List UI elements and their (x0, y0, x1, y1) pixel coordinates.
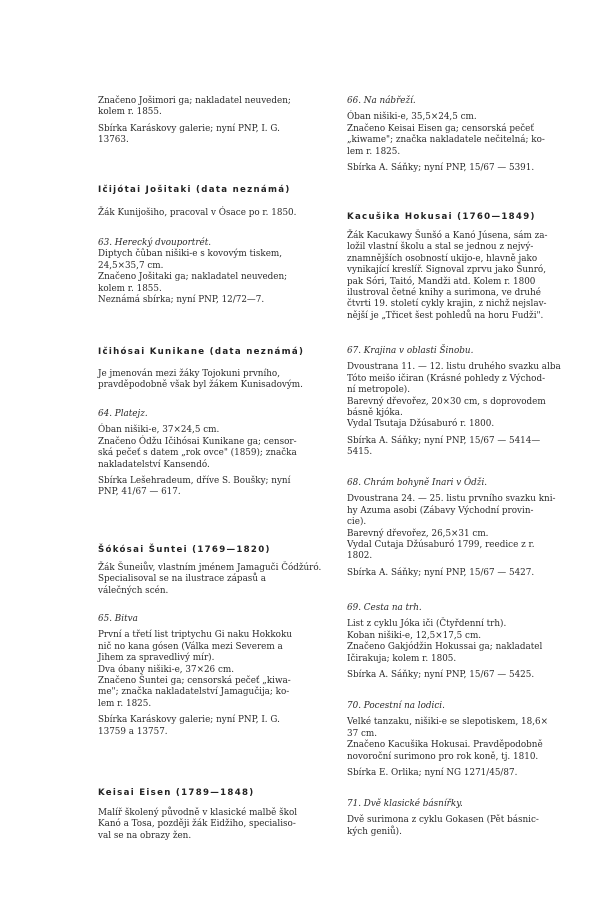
text-line: Sbírka E. Orlika; nyní NG 1271/45/87. (347, 768, 518, 779)
text-line: Sbírka A. Sáňky; nyní PNP, 15/67 — 5427. (347, 567, 535, 578)
text-line: Koban nišiki-e, 12,5×17,5 cm. (347, 630, 482, 641)
entry-title: 71. Dvě klasické básnířky. (347, 799, 463, 809)
text-line: hy Azuma asobi (Zábavy Východní provin- (347, 505, 534, 516)
text-line: nější je „Třicet šest pohledů na horu Fudži". (347, 310, 544, 321)
text-line: 13759 a 13757. (98, 726, 168, 737)
text-line: Značeno Kacušika Hokusai. Pravděpodobně (347, 740, 543, 751)
text-line: kolem r. 1855. (98, 107, 162, 118)
text-line: List z cyklu Jóka iči (Čtyřdenní trh). (347, 619, 507, 630)
text-line: pravděpodobně však byl žákem Kunisadovým. (98, 380, 303, 391)
entry-title: 70. Pocestní na lodici. (347, 701, 445, 711)
text-line: Žák Kacukawy Šunšó a Kanó Júsena, sám za- (347, 231, 548, 241)
text-line: Ičirakuja; kolem r. 1805. (347, 653, 457, 664)
artist-bio (98, 208, 334, 219)
text-line: ní metropole). (347, 385, 411, 396)
text-line: Kanó a Tosa, později žák Eidžiho, specialiso- (98, 819, 296, 830)
text-line: ložil vlastní školu a stal se jednou z nejvý- (347, 242, 534, 253)
text-line: Dvoustrana 24. — 25. listu prvního svazku kni- (347, 494, 556, 505)
entry-title: 65. Bitva (98, 614, 138, 624)
entry-68 (347, 478, 585, 579)
text-line: 37 cm. (347, 728, 378, 739)
text-line: kolem r. 1855. (98, 283, 162, 294)
entry-66 (347, 96, 585, 174)
entry-title: 66. Na nábřeží. (347, 96, 416, 106)
text-line: Barevný dřevořez, 20×30 cm, s doprovodem (347, 396, 546, 407)
text-line: Jihem za spravedlivý mír). (98, 653, 215, 664)
text-line: čtvrti 19. století cykly krajin, z nichž nejslav- (347, 299, 547, 310)
text-line: lem r. 1825. (98, 698, 152, 709)
entry-title: 69. Cesta na trh. (347, 603, 422, 613)
text-line: ilustroval četné knihy a surimona, ve druhé (347, 288, 541, 299)
entry-title: 67. Krajina v oblasti Šinobu. (347, 346, 474, 356)
text-line: Značeno Ódžu Ičihósai Kunikane ga; censor- (98, 436, 297, 447)
text-line: 24,5×35,7 cm. (98, 260, 164, 271)
entry-67 (347, 346, 585, 459)
text-line: 13763. (98, 135, 129, 146)
text-line: Dva óbany nišiki-e, 37×26 cm. (98, 664, 235, 675)
entry-62-continuation (98, 96, 334, 147)
entry-title: 68. Chrám bohyně Inari v Ódži. (347, 478, 488, 488)
text-line: Specialisoval se na ilustrace zápasů a (98, 574, 267, 585)
artist-heading-kacushika-hokusai: Kacušika Hokusai (1760—1849) (347, 212, 536, 222)
text-line: pak Sóri, Taitó, Mandži atd. Kolem r. 1800 (347, 276, 536, 287)
text-line: Óban nišiki-e, 37×24,5 cm. (98, 425, 220, 436)
text-line: básně kjóka. (347, 408, 403, 419)
text-line: Sbírka A. Sáňky; nyní PNP, 15/67 — 5425. (347, 670, 535, 681)
entry-71 (347, 799, 585, 838)
artist-bio (98, 808, 334, 842)
text-line: Značeno Jošimori ga; nakladatel neuveden; (98, 96, 291, 106)
text-line: Sbírka A. Sáňky; nyní PNP, 15/67 — 5414— (347, 435, 541, 446)
text-line: Vydal Tsutaja Džúsaburó r. 1800. (347, 419, 495, 430)
artist-heading-ichihosai-kunikane: Ičihósai Kunikane (data neznámá) (98, 347, 305, 357)
text-line: Malíř školený původně v klasické malbě škol (98, 808, 298, 818)
artist-heading-shokosai-shuntei: Šókósai Šuntei (1769—1820) (98, 545, 271, 555)
text-line: novoroční surimono pro rok koně, tj. 1810. (347, 751, 539, 762)
entry-69 (347, 603, 585, 681)
text-line: Sbírka Karáskovy galerie; nyní PNP, I. G. (98, 715, 280, 726)
entry-title: 63. Herecký dvouportrét. (98, 238, 212, 248)
text-line: Žák Kunijošiho, pracoval v Ósace po r. 1850. (98, 208, 297, 218)
text-line: Značeno Gakjódžin Hokussai ga; nakladatel (347, 642, 543, 653)
text-line: znamnějších osobností ukijo-e, hlavně jako (347, 253, 538, 264)
text-line: Barevný dřevořez, 26,5×31 cm. (347, 528, 489, 539)
text-line: Sbírka A. Sáňky; nyní PNP, 15/67 — 5391. (347, 163, 535, 174)
entry-64 (98, 409, 334, 499)
entry-63 (98, 238, 334, 306)
text-line: „kiwame"; značka nakladatele nečitelná; ko- (347, 135, 545, 146)
artist-heading-ichijotai-joshitaki: Ičijótai Jošitaki (data neznámá) (98, 185, 291, 195)
text-line: ská pečeť s datem „rok ovce" (1859); značka (98, 448, 297, 459)
text-line: 5415. (347, 447, 373, 458)
text-line: Značeno Keisai Eisen ga; censorská pečeť (347, 123, 534, 134)
text-line: Dvě surimona z cyklu Gokasen (Pět básnic- (347, 815, 539, 826)
artist-bio (98, 563, 334, 597)
artist-heading-keisai-eisen: Keisai Eisen (1789—1848) (98, 788, 255, 798)
text-line: Óban nišiki-e, 35,5×24,5 cm. (347, 112, 477, 123)
text-line: me"; značka nakladatelství Jamaguči̇ja; ko- (98, 687, 290, 698)
text-line: Tóto meišo ičiran (Krásné pohledy z Východ- (347, 373, 546, 384)
text-line: Žák Šuneiův, vlastním jménem Jamaguči Čódžúró. (98, 563, 322, 573)
text-line: První a třetí list triptychu Gi naku Hokkoku (98, 630, 292, 641)
text-line: 1802. (347, 551, 373, 562)
entry-65 (98, 614, 334, 738)
text-line: válečných scén. (98, 585, 169, 596)
text-line: nič no kana gósen (Válka mezi Severem a (98, 641, 283, 652)
text-line: Značeno Jošitaki ga; nakladatel neuveden; (98, 272, 288, 283)
text-line: Diptych čûban nišiki-e s kovovým tiskem, (98, 249, 283, 260)
text-line: Dvoustrana 11. — 12. listu druhého svazku alba (347, 362, 561, 373)
text-line: PNP, 41/67 — 617. (98, 487, 181, 498)
artist-bio (98, 369, 334, 392)
text-line: Značeno Šuntei ga; censorská pečeť „kiwa- (98, 676, 291, 687)
text-line: Vydal Cutaja Džúsaburó 1799, reedice z r. (347, 540, 535, 551)
text-line: kých geniů). (347, 826, 402, 837)
text-line: Sbírka Lešehradeum, dříve S. Boušky; nyní (98, 476, 291, 487)
text-line: Je jmenován mezi žáky Tojokuni prvního, (98, 369, 281, 379)
text-line: nakladatelství Kansendó. (98, 459, 210, 470)
text-line: Sbírka Karáskovy galerie; nyní PNP, I. G. (98, 123, 280, 134)
text-line: vynikající kreslíř. Signoval zprvu jako Šunró, (347, 265, 546, 276)
text-line: val se na obrazy žen. (98, 830, 192, 841)
entry-title: 64. Platejz. (98, 409, 148, 419)
text-line: Velké tanzaku, nišiki-e se slepotiskem, 18,6× (347, 717, 549, 728)
text-line: lem r. 1825. (347, 146, 401, 157)
entry-70 (347, 701, 585, 779)
text-line: cie). (347, 517, 367, 528)
artist-bio (347, 231, 585, 322)
text-line: Neznámá sbírka; nyní PNP, 12/72—7. (98, 295, 265, 306)
